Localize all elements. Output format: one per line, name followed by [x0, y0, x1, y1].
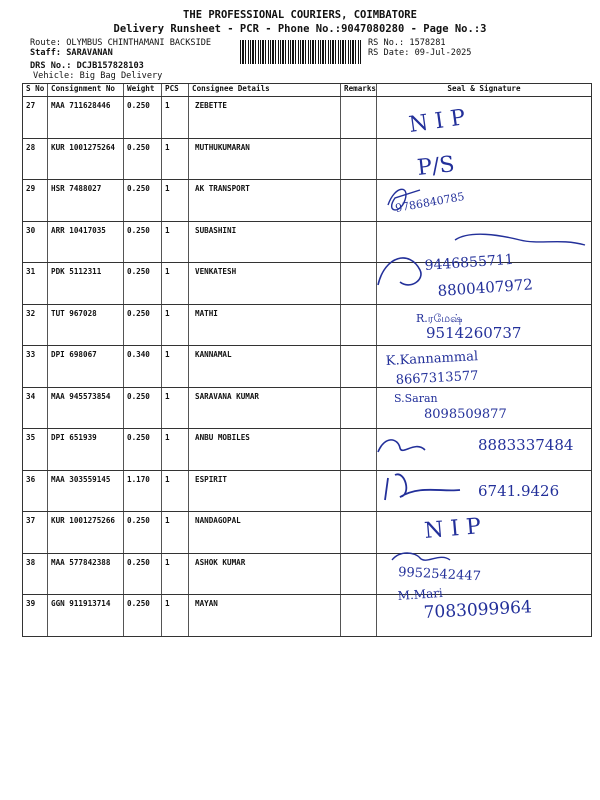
cell-weight: 0.250 [124, 263, 162, 304]
cell-consignee: SUBASHINI [189, 222, 341, 263]
cell-weight: 1.170 [124, 471, 162, 512]
cell-sno: 35 [23, 429, 48, 470]
col-sno: S No [23, 84, 48, 96]
cell-sno: 30 [23, 222, 48, 263]
cell-weight: 0.250 [124, 595, 162, 636]
cell-consignee: ZEBETTE [189, 97, 341, 138]
vehicle-label: Vehicle: Big Bag Delivery [33, 71, 163, 81]
cell-remarks [341, 471, 377, 512]
cell-consignment: DPI 698067 [48, 346, 124, 387]
cell-weight: 0.250 [124, 429, 162, 470]
cell-sno: 37 [23, 512, 48, 553]
cell-pcs: 1 [162, 346, 189, 387]
cell-signature [377, 263, 591, 304]
phone-39: 7083099964 [423, 597, 533, 623]
cell-sno: 28 [23, 139, 48, 180]
cell-consignment: DPI 651939 [48, 429, 124, 470]
cell-remarks [341, 180, 377, 221]
phone-36: 6741.9426 [478, 482, 560, 500]
table-row [23, 139, 591, 181]
table-row [23, 429, 591, 471]
cell-remarks [341, 305, 377, 346]
cell-consignment: TUT 967028 [48, 305, 124, 346]
cell-weight: 0.250 [124, 554, 162, 595]
cell-signature [377, 595, 591, 636]
cell-remarks [341, 222, 377, 263]
barcode-image [240, 40, 362, 64]
cell-sno: 39 [23, 595, 48, 636]
phone-31b: 8800407972 [437, 275, 534, 300]
route-label: Route: OLYMBUS CHINTHAMANI BACKSIDE [30, 38, 212, 48]
sig-37: N I P [423, 514, 483, 544]
phone-35: 8883337484 [478, 436, 574, 454]
col-weight: Weight [124, 84, 162, 96]
cell-consignment: GGN 911913714 [48, 595, 124, 636]
cell-weight: 0.250 [124, 512, 162, 553]
cell-pcs: 1 [162, 429, 189, 470]
phone-34: 8098509877 [424, 407, 507, 422]
cell-pcs: 1 [162, 305, 189, 346]
phone-31a: 9446855711 [424, 251, 515, 274]
cell-sno: 36 [23, 471, 48, 512]
table-row [23, 554, 591, 596]
cell-pcs: 1 [162, 97, 189, 138]
cell-consignee: KANNAMAL [189, 346, 341, 387]
cell-pcs: 1 [162, 180, 189, 221]
cell-weight: 0.250 [124, 180, 162, 221]
name-34: S.Saran [394, 392, 438, 405]
rs-date: RS Date: 09-Jul-2025 [368, 48, 472, 58]
cell-remarks [341, 595, 377, 636]
cell-consignment: MAA 711628446 [48, 97, 124, 138]
table-row [23, 512, 591, 554]
cell-consignment: PDK 5112311 [48, 263, 124, 304]
cell-pcs: 1 [162, 222, 189, 263]
cell-signature [377, 139, 591, 180]
table-row [23, 388, 591, 430]
cell-consignment: HSR 7488027 [48, 180, 124, 221]
cell-consignee: NANDAGOPAL [189, 512, 341, 553]
cell-signature [377, 512, 591, 553]
cell-pcs: 1 [162, 512, 189, 553]
staff-label: Staff: SARAVANAN [30, 48, 113, 58]
cell-signature [377, 388, 591, 429]
cell-signature [377, 97, 591, 138]
cell-consignee: ESPIRIT [189, 471, 341, 512]
cell-consignment: MAA 303559145 [48, 471, 124, 512]
rs-number: RS No.: 1578281 [368, 38, 446, 48]
cell-pcs: 1 [162, 263, 189, 304]
cell-consignee: MAYAN [189, 595, 341, 636]
cell-consignee: AK TRANSPORT [189, 180, 341, 221]
cell-sno: 29 [23, 180, 48, 221]
cell-signature [377, 222, 591, 263]
cell-signature [377, 346, 591, 387]
cell-remarks [341, 512, 377, 553]
sig-27: N I P [407, 105, 468, 138]
cell-pcs: 1 [162, 388, 189, 429]
phone-29: 9786840785 [394, 189, 466, 215]
cell-remarks [341, 263, 377, 304]
cell-remarks [341, 97, 377, 138]
cell-consignment: KUR 1001275266 [48, 512, 124, 553]
cell-sno: 38 [23, 554, 48, 595]
table-row [23, 180, 591, 222]
col-remarks: Remarks [341, 84, 377, 96]
runsheet-subtitle: Delivery Runsheet - PCR - Phone No.:9047080280 - Page No.:3 [113, 23, 487, 35]
phone-32: 9514260737 [426, 324, 522, 342]
cell-remarks [341, 346, 377, 387]
drs-number: DRS No.: DCJB157828103 [30, 61, 144, 71]
cell-consignee: VENKATESH [189, 263, 341, 304]
cell-consignment: MAA 945573854 [48, 388, 124, 429]
table-row [23, 595, 591, 636]
cell-sno: 32 [23, 305, 48, 346]
cell-consignee: SARAVANA KUMAR [189, 388, 341, 429]
cell-signature [377, 429, 591, 470]
name-32: R.ரமேஷ் [416, 312, 463, 325]
table-row [23, 97, 591, 139]
name-33: K.Kannammal [385, 349, 479, 369]
phone-38: 9952542447 [397, 565, 482, 585]
cell-weight: 0.250 [124, 97, 162, 138]
col-pcs: PCS [162, 84, 189, 96]
cell-consignee: MUTHUKUMARAN [189, 139, 341, 180]
cell-weight: 0.250 [124, 305, 162, 346]
cell-consignee: ANBU MOBILES [189, 429, 341, 470]
company-title: THE PROFESSIONAL COURIERS, COIMBATORE [183, 9, 417, 21]
cell-pcs: 1 [162, 595, 189, 636]
cell-sno: 27 [23, 97, 48, 138]
sig-28: P/S [416, 152, 456, 181]
cell-consignment: KUR 1001275264 [48, 139, 124, 180]
cell-sno: 34 [23, 388, 48, 429]
name-39: M.Mari [397, 585, 444, 603]
cell-remarks [341, 429, 377, 470]
cell-remarks [341, 388, 377, 429]
table-row [23, 222, 591, 264]
cell-consignee: MATHI [189, 305, 341, 346]
cell-weight: 0.250 [124, 222, 162, 263]
col-consignee: Consignee Details [189, 84, 341, 96]
table-header [23, 84, 591, 97]
cell-consignee: ASHOK KUMAR [189, 554, 341, 595]
cell-remarks [341, 554, 377, 595]
cell-remarks [341, 139, 377, 180]
cell-signature [377, 471, 591, 512]
cell-signature [377, 180, 591, 221]
cell-pcs: 1 [162, 139, 189, 180]
table-row [23, 471, 591, 513]
cell-sno: 33 [23, 346, 48, 387]
cell-consignment: ARR 10417035 [48, 222, 124, 263]
table-row [23, 305, 591, 347]
col-consignment: Consignment No [48, 84, 124, 96]
cell-consignment: MAA 577842388 [48, 554, 124, 595]
cell-weight: 0.250 [124, 388, 162, 429]
cell-sno: 31 [23, 263, 48, 304]
runsheet-table [22, 83, 592, 637]
cell-pcs: 1 [162, 471, 189, 512]
table-row [23, 346, 591, 388]
cell-signature [377, 554, 591, 595]
cell-weight: 0.340 [124, 346, 162, 387]
cell-pcs: 1 [162, 554, 189, 595]
cell-signature [377, 305, 591, 346]
col-signature: Seal & Signature [447, 84, 521, 93]
phone-33: 8667313577 [395, 368, 479, 388]
table-row [23, 263, 591, 305]
cell-weight: 0.250 [124, 139, 162, 180]
